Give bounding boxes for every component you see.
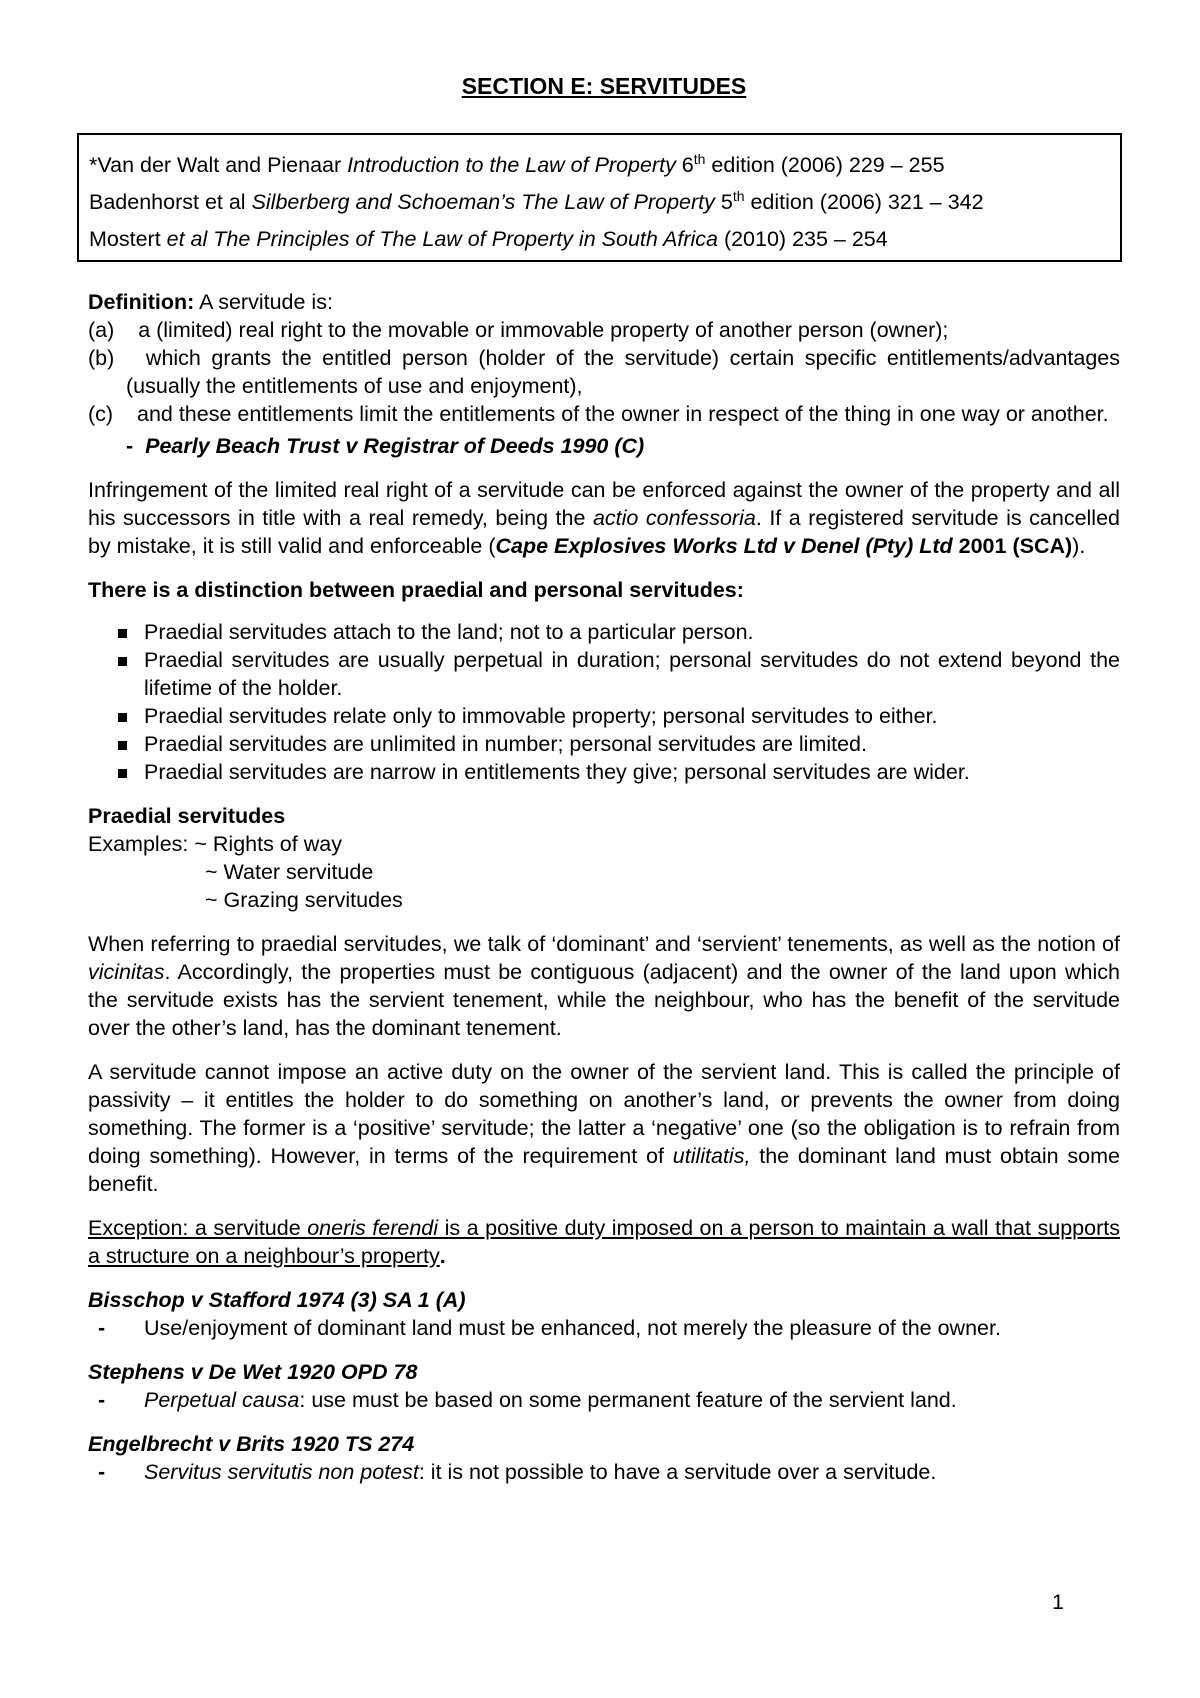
definition-item: (b) which grants the entitled person (holder of the servitude) certain specific entitlements/advantages (usually the entitlements of use and enjoyment), bbox=[88, 346, 1121, 398]
definition-intro: Definition: A servitude is: bbox=[88, 290, 333, 314]
exception-paragraph: Exception: a servitude oneris ferendi is a positive duty imposed on a person to maintain a wall that supports a structure on a neighbour’s property. bbox=[88, 1216, 1120, 1268]
list-item: Praedial servitudes are narrow in entitlements they give; personal servitudes are wider. bbox=[88, 758, 1120, 786]
list-item: Praedial servitudes are usually perpetual in duration; personal servitudes do not extend beyond the lifetime of the holder. bbox=[88, 646, 1120, 702]
references-box bbox=[77, 133, 1122, 262]
bullet-icon bbox=[118, 741, 127, 750]
bullet-icon bbox=[118, 629, 127, 638]
case-block bbox=[88, 1358, 1120, 1414]
bullet-icon bbox=[118, 713, 127, 722]
case-name: Bisschop v Stafford 1974 (3) SA 1 (A) bbox=[88, 1288, 466, 1312]
page-number: 1 bbox=[1052, 1590, 1064, 1614]
praedial-heading: Praedial servitudes bbox=[88, 804, 286, 828]
list-item: Praedial servitudes relate only to immovable property; personal servitudes to either. bbox=[88, 702, 1120, 730]
case-note: - Servitus servitutis non potest: it is not possible to have a servitude over a servitude. bbox=[98, 1460, 937, 1484]
case-block bbox=[88, 1286, 1120, 1342]
list-item: Praedial servitudes are unlimited in number; personal servitudes are limited. bbox=[88, 730, 1120, 758]
body-text bbox=[88, 288, 1120, 1486]
definition-case: - Pearly Beach Trust v Registrar of Deeds 1990 (C) bbox=[126, 434, 645, 458]
bullet-icon bbox=[118, 657, 127, 666]
case-note: - Perpetual causa: use must be based on some permanent feature of the servient land. bbox=[98, 1388, 957, 1412]
example-item: ~ Grazing servitudes bbox=[205, 888, 403, 912]
case-block bbox=[88, 1430, 1120, 1486]
reference-1: *Van der Walt and Pienaar Introduction to the Law of Property 6th edition (2006) 229 – 255 bbox=[89, 151, 945, 177]
case-note: - Use/enjoyment of dominant land must be enhanced, not merely the pleasure of the owner. bbox=[98, 1316, 1001, 1340]
case-name: Engelbrecht v Brits 1920 TS 274 bbox=[88, 1432, 415, 1456]
reference-2: Badenhorst et al Silberberg and Schoeman’s The Law of Property 5th edition (2006) 321 – 342 bbox=[89, 188, 984, 214]
example-item: ~ Water servitude bbox=[205, 860, 374, 884]
definition-item: (c) and these entitlements limit the entitlements of the owner in respect of the thing in one way or another. bbox=[88, 402, 1109, 426]
distinction-heading: There is a distinction between praedial and personal servitudes: bbox=[88, 578, 744, 602]
section-title: SECTION E: SERVITUDES bbox=[461, 73, 747, 99]
list-item: Praedial servitudes attach to the land; not to a particular person. bbox=[88, 618, 1120, 646]
passivity-paragraph: A servitude cannot impose an active duty on the owner of the servient land. This is called the principle of passivity – it entitles the holder to do something on another’s land, or prevents the owner from doing something. The former is a ‘positive’ servitude; the latter a ‘negative’ one (so the obligation is to refrain from doing something). However, in terms of the requirement of utilitatis, the dominant land must obtain some benefit. bbox=[88, 1060, 1120, 1196]
reference-3: Mostert et al The Principles of The Law of Property in South Africa (2010) 235 – 254 bbox=[89, 227, 888, 251]
tenements-paragraph: When referring to praedial servitudes, we talk of ‘dominant’ and ‘servient’ tenements, as well as the notion of vicinitas. Accordingly, the properties must be contiguous (adjacent) and the owner of the land upon which the servitude exists has the servient tenement, while the neighbour, who has the benefit of the servitude over the other’s land, has the dominant tenement. bbox=[88, 932, 1120, 1040]
definition-item: (a) a (limited) real right to the movable or immovable property of another person (owner); bbox=[88, 318, 949, 342]
bullet-icon bbox=[118, 769, 127, 778]
infringement-paragraph: Infringement of the limited real right of a servitude can be enforced against the owner of the property and all his successors in title with a real remedy, being the actio confessoria. If a registered servitude is cancelled by mistake, it is still valid and enforceable (Cape Explosives Works Ltd v Denel (Pty) Ltd 2001 (SCA)). bbox=[88, 478, 1120, 558]
distinction-list bbox=[88, 618, 1120, 786]
definition-list bbox=[88, 316, 1120, 460]
examples-line: Examples: ~ Rights of way bbox=[88, 832, 342, 856]
case-name: Stephens v De Wet 1920 OPD 78 bbox=[88, 1360, 418, 1384]
